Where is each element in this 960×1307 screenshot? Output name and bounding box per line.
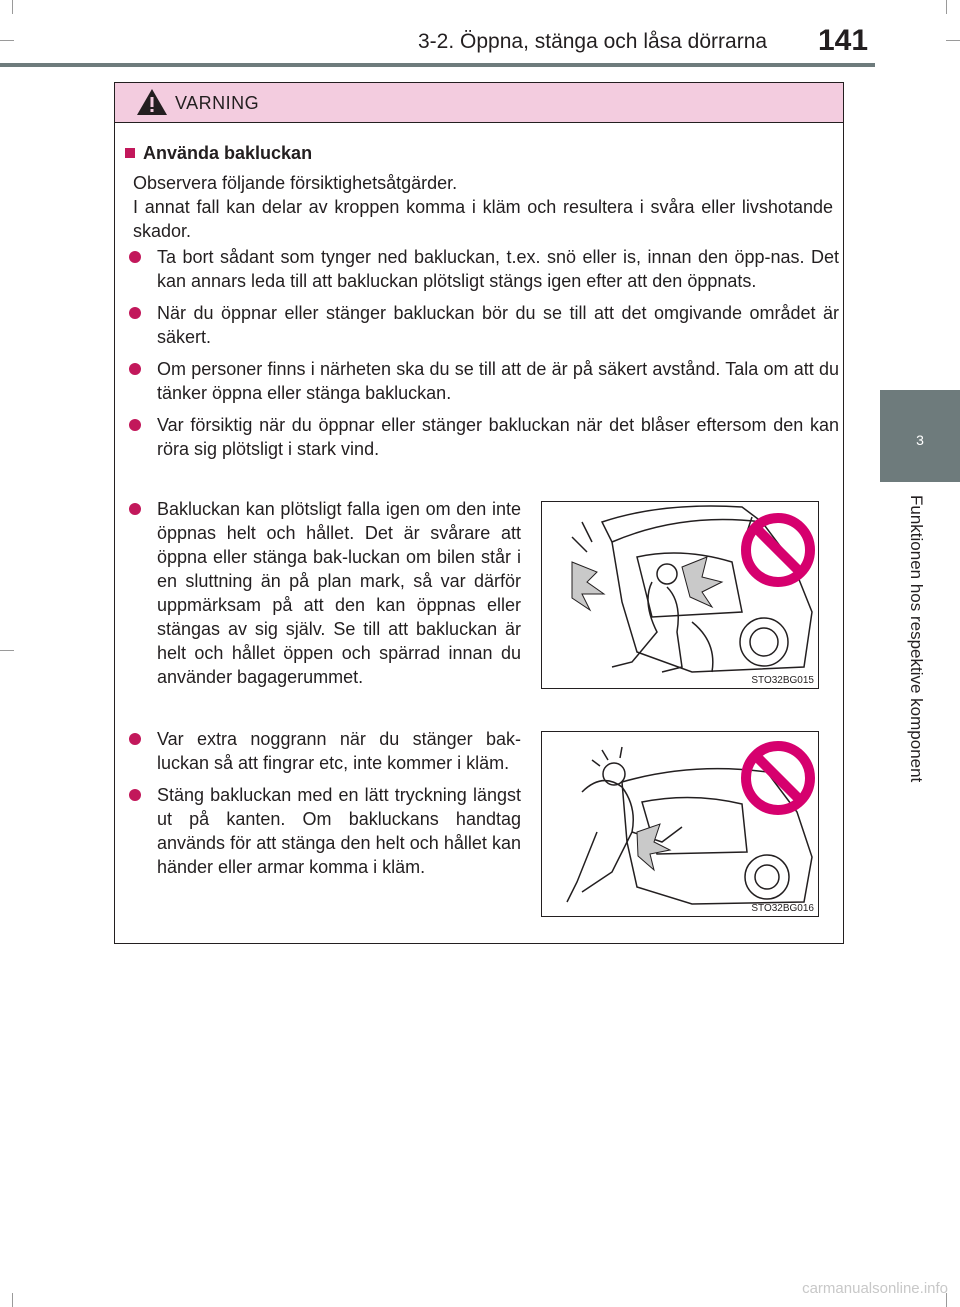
figure-open-tailgate	[541, 501, 819, 689]
list-item	[127, 497, 521, 689]
figure2-text	[127, 727, 521, 887]
list-item-text: Ta bort sådant som tynger ned bakluckan, t.ex. snö eller is, innan den öpp-nas. Det kan annars leda till att bakluckan plötsligt stängs igen efter att den öppnats.	[157, 247, 839, 291]
list-item-text: Var extra noggrann när du stänger bak-luckan så att fingrar etc, inte kommer i kläm.	[157, 729, 521, 773]
section-heading	[125, 143, 312, 164]
intro-text	[133, 171, 833, 243]
bullet-list	[127, 245, 839, 469]
figure-caption: STO32BG016	[751, 903, 814, 914]
list-item	[127, 245, 839, 293]
crop-mark	[946, 40, 960, 41]
chapter-number: 3	[916, 432, 924, 448]
crop-mark	[12, 0, 13, 14]
list-item-text: Var försiktig när du öppnar eller stänger bakluckan när det blåser eftersom den kan röra sig plötsligt i stark vind.	[157, 415, 839, 459]
crop-mark	[0, 650, 14, 651]
crop-mark	[12, 1293, 13, 1307]
list-item	[127, 727, 521, 775]
bullet-dot-icon	[129, 419, 141, 431]
section-title: 3-2. Öppna, stänga och låsa dörrarna	[418, 30, 768, 53]
list-item	[127, 301, 839, 349]
heading-text: Använda bakluckan	[143, 143, 313, 163]
list-item	[127, 413, 839, 461]
list-item	[127, 357, 839, 405]
bullet-dot-icon	[129, 789, 141, 801]
figure-caption: STO32BG015	[751, 675, 814, 686]
watermark: carmanualsonline.info	[802, 1280, 948, 1297]
page-number: 141	[818, 24, 869, 57]
prohibition-icon	[740, 512, 816, 588]
figure1-text	[127, 497, 521, 697]
warning-triangle-icon	[135, 87, 169, 117]
warning-box	[114, 82, 844, 944]
bullet-dot-icon	[129, 251, 141, 263]
list-item	[127, 783, 521, 879]
list-item-text: Om personer finns i närheten ska du se till att de är på säkert avstånd. Tala om att du tänker öppna eller stänga bakluckan.	[157, 359, 839, 403]
chapter-title: Funktionen hos respektive komponent	[907, 495, 926, 783]
bullet-dot-icon	[129, 503, 141, 515]
list-item-text: Stäng bakluckan med en lätt tryckning längst ut på kanten. Om bakluckans handtag används för att stänga den helt och hållet kan händer eller armar komma i kläm.	[157, 785, 521, 877]
list-item-text: När du öppnar eller stänger bakluckan bör du se till att det omgivande området är säkert.	[157, 303, 839, 347]
header-rule	[0, 63, 875, 67]
crop-mark	[946, 0, 947, 14]
figure-close-tailgate	[541, 731, 819, 917]
square-bullet-icon	[125, 148, 135, 158]
chapter-tab	[880, 390, 960, 482]
bullet-dot-icon	[129, 307, 141, 319]
crop-mark	[0, 40, 14, 41]
prohibition-icon	[740, 740, 816, 816]
bullet-dot-icon	[129, 363, 141, 375]
warning-header	[115, 83, 843, 123]
bullet-dot-icon	[129, 733, 141, 745]
list-item-text: Bakluckan kan plötsligt falla igen om den inte öppnas helt och hållet. Det är svårare att öppna eller stänga bak-luckan om bilen står i en sluttning än på plan mark, så var därför uppmärksam på att den kan öppnas eller stängas av sig själv. Se till att bakluckan är helt och hållet öppen och spärrad innan du använder bagagerummet.	[157, 499, 521, 687]
intro-line: I annat fall kan delar av kroppen komma i kläm och resultera i svåra eller livshotande skador.	[133, 197, 833, 241]
warning-title: VARNING	[175, 93, 260, 113]
intro-line: Observera följande försiktighetsåtgärder.	[133, 173, 458, 193]
